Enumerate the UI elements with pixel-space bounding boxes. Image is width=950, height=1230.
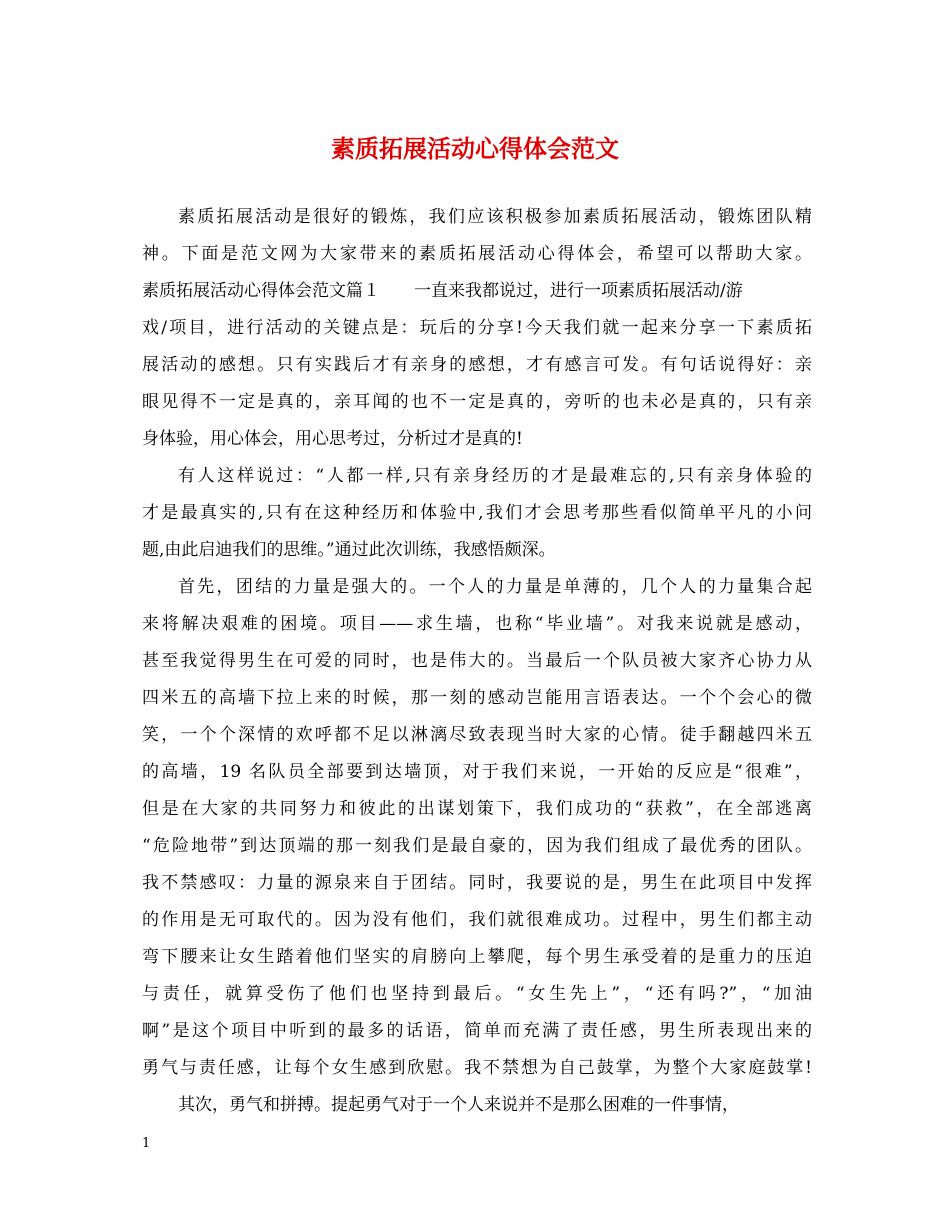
document-title: 素质拓展活动心得体会范文	[331, 134, 619, 163]
paragraph-line: 弯下腰来让女生踏着他们坚实的肩膀向上攀爬，每个男生承受着的是重力的压迫	[142, 947, 812, 967]
paragraph-line: 有人这样说过：“人都一样,只有亲身经历的才是最难忘的,只有亲身体验的	[178, 466, 812, 486]
paragraph-line: 展活动的感想。只有实践后才有亲身的感想，才有感言可发。有句话说得好：亲	[142, 355, 812, 375]
paragraph-line: “危险地带”到达顶端的那一刻我们是最自豪的，因为我们组成了最优秀的团队。	[142, 836, 812, 856]
paragraph-line: 四米五的高墙下拉上来的时候，那一刻的感动岂能用言语表达。一个个会心的微	[142, 688, 812, 708]
paragraph-line: 神。下面是范文网为大家带来的素质拓展活动心得体会，希望可以帮助大家。	[142, 244, 812, 264]
paragraph-line: 眼见得不一定是真的，亲耳闻的也不一定是真的，旁听的也未必是真的，只有亲	[142, 392, 812, 412]
paragraph-line: 才是最真实的,只有在这种经历和体验中,我们才会思考那些看似简单平凡的小问	[142, 503, 812, 523]
paragraph-line: 我不禁感叹：力量的源泉来自于团结。同时，我要说的是，男生在此项目中发挥	[142, 873, 812, 893]
paragraph-line: 与责任，就算受伤了他们也坚持到最后。“女生先上”，“还有吗?”，“加油	[142, 984, 812, 1004]
paragraph-line: 笑，一个个深情的欢呼都不足以淋漓尽致表现当时大家的心情。徒手翻越四米五	[142, 725, 812, 745]
paragraph-line: 甚至我觉得男生在可爱的同时，也是伟大的。当最后一个队员被大家齐心协力从	[142, 651, 812, 671]
paragraph-line: 戏/项目，进行活动的关键点是：玩后的分享!今天我们就一起来分享一下素质拓	[142, 318, 812, 338]
page-number: 1	[142, 1136, 151, 1151]
paragraph-line: 的高墙，19 名队员全部要到达墙顶，对于我们来说，一开始的反应是“很难”，	[142, 762, 812, 782]
paragraph-line: 其次，勇气和拼搏。提起勇气对于一个人来说并不是那么困难的一件事情，	[178, 1095, 739, 1115]
paragraph-line: 勇气与责任感，让每个女生感到欣慰。我不禁想为自己鼓掌，为整个大家庭鼓掌!	[142, 1058, 812, 1078]
paragraph-line: 身体验，用心体会，用心思考过，分析过才是真的!	[142, 429, 523, 449]
paragraph-line: 素质拓展活动心得体会范文篇１ 一直来我都说过，进行一项素质拓展活动/游	[142, 281, 743, 301]
paragraph-line: 但是在大家的共同努力和彼此的出谋划策下，我们成功的“获救”，在全部逃离	[142, 799, 812, 819]
paragraph-line: 的作用是无可取代的。因为没有他们，我们就很难成功。过程中，男生们都主动	[142, 910, 812, 930]
paragraph-line: 首先，团结的力量是强大的。一个人的力量是单薄的，几个人的力量集合起	[178, 577, 812, 597]
paragraph-line: 啊”是这个项目中听到的最多的话语，简单而充满了责任感，男生所表现出来的	[142, 1021, 812, 1041]
paragraph-line: 素质拓展活动是很好的锻炼，我们应该积极参加素质拓展活动，锻炼团队精	[178, 207, 812, 227]
paragraph-line: 题,由此启迪我们的思维。”通过此次训练，我感悟颇深。	[142, 540, 556, 560]
paragraph-line: 来将解决艰难的困境。项目——求生墙，也称“毕业墙”。对我来说就是感动，	[142, 614, 812, 634]
